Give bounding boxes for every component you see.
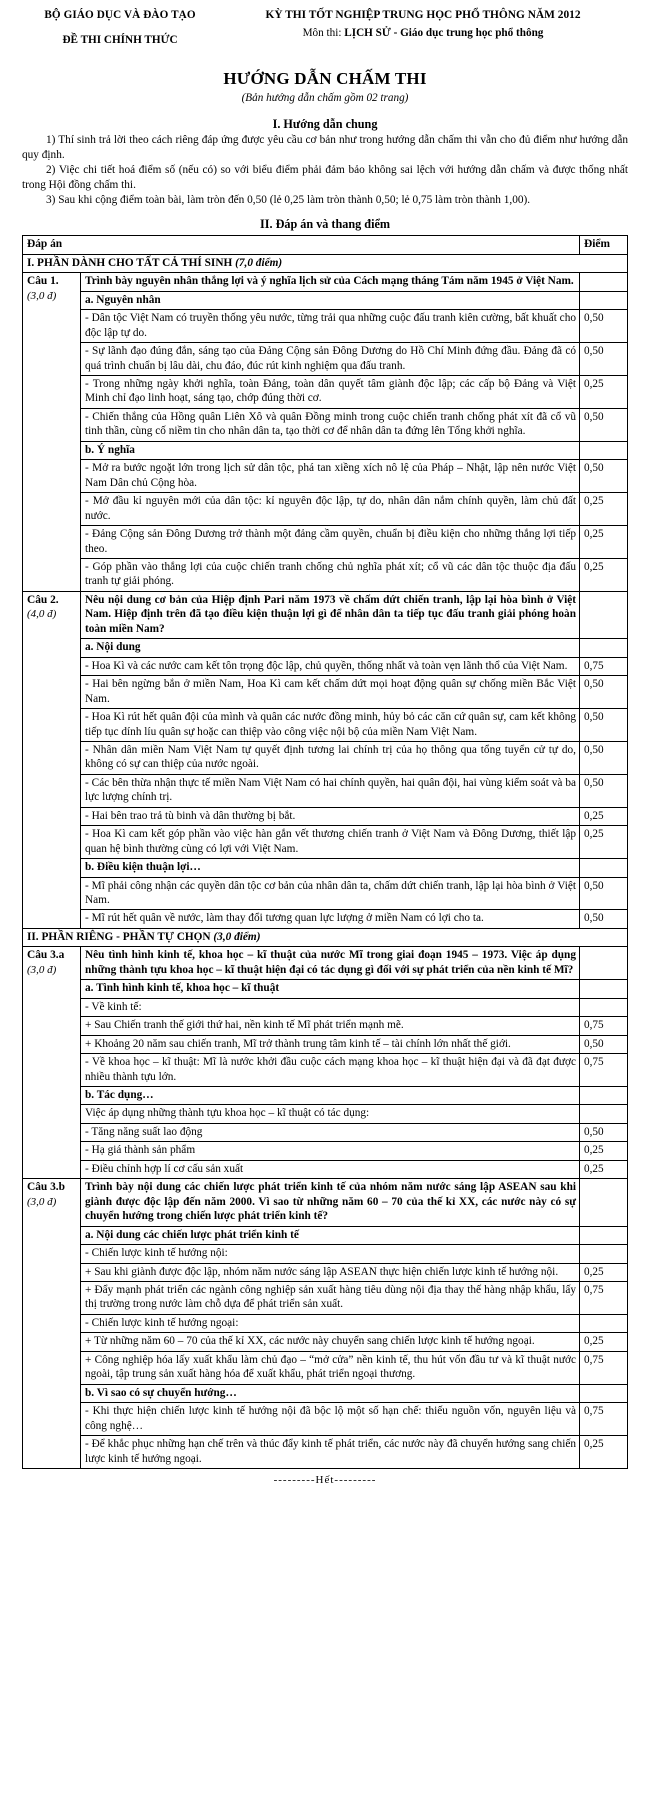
q2-a-item-7: [23, 826, 628, 859]
q3a-b-item-1-score: [580, 1105, 628, 1123]
part-2-points: (3,0 điểm): [213, 930, 261, 943]
end-marker: ---------Hết---------: [273, 1473, 377, 1486]
q3b-a-item-1-score: [580, 1245, 628, 1263]
col-header-answer: Đáp án: [23, 236, 580, 255]
part-1-label: I. PHẦN DÀNH CHO TẤT CẢ THÍ SINH (7,0 điểm): [23, 254, 628, 272]
q1-a-item-2-score: 0,50: [580, 343, 628, 376]
q2-a-item-6: [23, 807, 628, 825]
q3a-b-item-4-score: 0,25: [580, 1160, 628, 1178]
q2-a-item-1: [23, 657, 628, 675]
q2-sub-a: a. Nội dung: [81, 639, 580, 657]
q1-a-item-1: [23, 310, 628, 343]
q3a-sub-b: b. Tác dụng…: [81, 1087, 580, 1105]
q3a-b-item-4-text: - Điều chỉnh hợp lí cơ cấu sản xuất: [81, 1160, 580, 1178]
q3b-a-item-4-text: - Chiến lược kinh tế hướng ngoại:: [81, 1314, 580, 1332]
q1-sub-b: b. Ý nghĩa: [81, 441, 580, 459]
subject-prefix: Môn thi:: [302, 26, 345, 39]
part-2-label: II. PHẦN RIÊNG - PHẦN TỰ CHỌN (3,0 điểm): [23, 928, 628, 946]
q1-b-item-2-text: - Mở đầu kỉ nguyên mới của dân tộc: kỉ nguyên độc lập, tự do, nhân dân nắm chính quyền, làm chủ đất nước.: [81, 493, 580, 526]
q3a-sub-a: a. Tình hình kinh tế, khoa học – kĩ thuật: [81, 980, 580, 998]
q1-b-item-3-score: 0,25: [580, 526, 628, 559]
q1-a-item-2-text: - Sự lãnh đạo đúng đắn, sáng tạo của Đảng Cộng sản Đông Dương do Hồ Chí Minh đứng đầu. Đảng đã có quá trình chuẩn bị lâu dài, chu đáo, đúc rút kinh nghiệm qua đấu tranh.: [81, 343, 580, 376]
q1-a-item-3-score: 0,25: [580, 375, 628, 408]
q2-a-item-3-text: - Hoa Kì rút hết quân đội của mình và quân các nước đồng minh, hủy bỏ các căn cứ quân sự, cam kết không tiếp tục dính líu quân sự hoặc can thiệp vào công việc nội bộ của miền Nam Việt Nam.: [81, 709, 580, 742]
page-title: HƯỚNG DẪN CHẤM THI: [223, 68, 427, 88]
q3a-a-item-2-score: 0,75: [580, 1017, 628, 1035]
q3b-a-item-5: [23, 1333, 628, 1351]
q1-b-item-1: [23, 460, 628, 493]
q1-b-item-1-score: 0,50: [580, 460, 628, 493]
q3b-b-item-1: [23, 1403, 628, 1436]
q1-b-item-4-text: - Góp phần vào thắng lợi của cuộc chiến tranh chống chủ nghĩa phát xít; cổ vũ các dân tộc thuộc địa đấu tranh tự giải phóng.: [81, 558, 580, 591]
q2-b-item-1-score: 0,50: [580, 877, 628, 910]
q3a-a-item-4: [23, 1054, 628, 1087]
q3b-a-item-5-score: 0,25: [580, 1333, 628, 1351]
q2-a-item-4-score: 0,50: [580, 741, 628, 774]
q3a-a-item-3-text: + Khoảng 20 năm sau chiến tranh, Mĩ trở thành trung tâm kinh tế – tài chính lớn nhất thế giới.: [81, 1035, 580, 1053]
q3a-sub-a-score: [580, 980, 628, 998]
q1-a-item-2: [23, 343, 628, 376]
subject-line: [218, 26, 628, 40]
q3b-label-cell: Câu 3.b (3,0 đ): [23, 1179, 81, 1469]
q2-label-cell: Câu 2. (4,0 đ): [23, 591, 81, 928]
q3a-a-item-3-score: 0,50: [580, 1035, 628, 1053]
q1-b-item-4-score: 0,25: [580, 558, 628, 591]
q3b-sub-a: a. Nội dung các chiến lược phát triển kinh tế: [81, 1226, 580, 1244]
q3b-a-item-6-score: 0,75: [580, 1351, 628, 1384]
q3b-a-item-2-text: + Sau khi giành được độc lập, nhóm năm nước sáng lập ASEAN thực hiện chiến lược kinh tế hướng nội.: [81, 1263, 580, 1281]
q3a-prompt-score: [580, 947, 628, 980]
q3a-prompt: Nêu tình hình kinh tế, khoa học – kĩ thuật của nước Mĩ trong giai đoạn 1945 – 1973. Việc áp dụng những thành tựu khoa học – kĩ thuật hiện đại có tác dụng gì đối với sự phát triển của nền kinh tế Mĩ?: [81, 947, 580, 980]
q3b-a-item-4-score: [580, 1314, 628, 1332]
q3a-label-cell: Câu 3.a (3,0 đ): [23, 947, 81, 1179]
q1-a-item-3-text: - Trong những ngày khởi nghĩa, toàn Đảng, toàn dân quyết tâm giành độc lập; các cấp bộ Đảng và Việt Minh chỉ đạo linh hoạt, sáng tạo, chớp đúng thời cơ.: [81, 375, 580, 408]
q3b-a-item-2: [23, 1263, 628, 1281]
q1-a-item-1-text: - Dân tộc Việt Nam có truyền thống yêu nước, từng trải qua những cuộc đấu tranh kiên cường, bất khuất cho độc lập tự do.: [81, 310, 580, 343]
q3b-sub-b-row: [23, 1384, 628, 1402]
q3a-sub-a-row: [23, 980, 628, 998]
general-guide-p1: 1) Thí sinh trả lời theo cách riêng đáp ứng được yêu cầu cơ bản như trong hướng dẫn chấm thi vẫn cho đủ điểm như hướng dẫn quy định.: [22, 134, 628, 161]
q3b-b-item-2-text: - Để khắc phục những hạn chế trên và thúc đẩy kinh tế phát triển, các nước này đã chuyển hướng sang chiến lược kinh tế hướng ngoại.: [81, 1436, 580, 1469]
q1-b-item-4: [23, 558, 628, 591]
q3b-a-item-6: [23, 1351, 628, 1384]
q1-prompt-score: [580, 273, 628, 291]
q3b-prompt: Trình bày nội dung các chiến lược phát triển kinh tế của nhóm năm nước sáng lập ASEAN sau khi giành được độc lập đến năm 2000. Vì sao từ những năm 60 – 70 của thế kỉ XX, các nước này có sự chuyển hướng trong chiến lược phát triển kinh tế?: [81, 1179, 580, 1226]
q1-a-item-4: [23, 408, 628, 441]
q2-a-item-5-text: - Các bên thừa nhận thực tế miền Nam Việt Nam có hai chính quyền, hai quân đội, hai vùng kiểm soát và ba lực lượng chính trị.: [81, 774, 580, 807]
q2-b-item-2-text: - Mĩ rút hết quân về nước, làm thay đổi tương quan lực lượng ở miền Nam có lợi cho ta.: [81, 910, 580, 928]
q2-a-item-2-text: - Hai bên ngừng bắn ở miền Nam, Hoa Kì cam kết chấm dứt mọi hoạt động quân sự chống miền Bắc Việt Nam.: [81, 676, 580, 709]
q3a-b-item-1-text: Việc áp dụng những thành tựu khoa học – kĩ thuật có tác dụng:: [81, 1105, 580, 1123]
q2-a-item-6-text: - Hai bên trao trả tù binh và dân thường bị bắt.: [81, 807, 580, 825]
q2-prompt-score: [580, 591, 628, 638]
q2-a-item-6-score: 0,25: [580, 807, 628, 825]
q2-a-item-2-score: 0,50: [580, 676, 628, 709]
q2-a-item-4: [23, 741, 628, 774]
q3b-sub-b-score: [580, 1384, 628, 1402]
q3b-a-item-1: [23, 1245, 628, 1263]
section-1-title: I. Hướng dẫn chung: [272, 116, 378, 131]
q1-sub-a-row: [23, 291, 628, 309]
q3b-a-item-2-score: 0,25: [580, 1263, 628, 1281]
q2-b-item-2-score: 0,50: [580, 910, 628, 928]
q3a-a-item-1: [23, 998, 628, 1016]
q1-a-item-1-score: 0,50: [580, 310, 628, 343]
table-header-row: [23, 236, 628, 255]
q3b-sub-a-score: [580, 1226, 628, 1244]
general-guide-p2: 2) Việc chi tiết hoá điểm số (nếu có) so với biểu điểm phải đảm bảo không sai lệch với hướng dẫn chấm và được thống nhất trong Hội đồng chấm thi.: [22, 164, 628, 191]
q3a-b-item-4: [23, 1160, 628, 1178]
q3b-prompt-score: [580, 1179, 628, 1226]
q2-b-item-2: [23, 910, 628, 928]
q1-prompt: Trình bày nguyên nhân thắng lợi và ý nghĩa lịch sử của Cách mạng tháng Tám năm 1945 ở Việt Nam.: [81, 273, 580, 291]
q1-sub-a-score: [580, 291, 628, 309]
q1-a-item-3: [23, 375, 628, 408]
q3a-a-item-4-text: - Về khoa học – kĩ thuật: Mĩ là nước khởi đầu cuộc cách mạng khoa học – kĩ thuật hiện đại và đã đạt được nhiều thành tựu lớn.: [81, 1054, 580, 1087]
exam-title: KỲ THI TỐT NGHIỆP TRUNG HỌC PHỔ THÔNG NĂM 2012: [265, 9, 581, 21]
q2-a-item-1-text: - Hoa Kì và các nước cam kết tôn trọng độc lập, chủ quyền, thống nhất và toàn vẹn lãnh thổ của Việt Nam.: [81, 657, 580, 675]
q3b-sub-b: b. Vì sao có sự chuyển hướng…: [81, 1384, 580, 1402]
q3a-b-item-3: [23, 1142, 628, 1160]
q3a-b-item-2-score: 0,50: [580, 1123, 628, 1141]
q3a-b-item-3-score: 0,25: [580, 1142, 628, 1160]
q2-a-item-7-text: - Hoa Kì cam kết góp phần vào việc hàn gắn vết thương chiến tranh ở Việt Nam và Đông Dương, thiết lập quan hệ bình thường cùng có lợi với Việt Nam.: [81, 826, 580, 859]
q3a-a-item-3: [23, 1035, 628, 1053]
document-header: [22, 8, 628, 48]
q3b-a-item-3: [23, 1282, 628, 1315]
q3b-b-item-1-text: - Khi thực hiện chiến lược kinh tế hướng nội đã bộc lộ một số hạn chế: thiếu nguồn vốn, nguyên liệu và công nghệ…: [81, 1403, 580, 1436]
q2-a-item-5: [23, 774, 628, 807]
q2-b-item-1-text: - Mĩ phải công nhận các quyền dân tộc cơ bản của nhân dân ta, chấm dứt chiến tranh, lập lại hòa bình ở Việt Nam.: [81, 877, 580, 910]
q3b-a-item-5-text: + Từ những năm 60 – 70 của thế kỉ XX, các nước này chuyển sang chiến lược kinh tế hướng ngoại.: [81, 1333, 580, 1351]
q2-a-item-3: [23, 709, 628, 742]
q2-a-item-5-score: 0,50: [580, 774, 628, 807]
q3b-a-item-6-text: + Công nghiệp hóa lấy xuất khẩu làm chủ đạo – “mở cửa” nền kinh tế, thu hút vốn đầu tư và kĩ thuật nước ngoài, tập trung sản xuất hàng hóa để xuất khẩu, phát triển ngoại thương.: [81, 1351, 580, 1384]
q3b-prompt-row: [23, 1179, 628, 1226]
q2-a-item-2: [23, 676, 628, 709]
q1-b-item-2: [23, 493, 628, 526]
q3a-prompt-row: [23, 947, 628, 980]
q2-sub-a-row: [23, 639, 628, 657]
q1-a-item-4-score: 0,50: [580, 408, 628, 441]
section-2-title: II. Đáp án và thang điểm: [259, 216, 391, 231]
q3b-b-item-1-score: 0,75: [580, 1403, 628, 1436]
q2-sub-b: b. Điều kiện thuận lợi…: [81, 859, 580, 877]
part-1-points: (7,0 điểm): [235, 256, 283, 269]
q1-sub-a: a. Nguyên nhân: [81, 291, 580, 309]
header-left: [22, 8, 218, 48]
q3a-sub-b-row: [23, 1087, 628, 1105]
q2-a-item-4-text: - Nhân dân miền Nam Việt Nam tự quyết định tương lai chính trị của họ thông qua tổng tuyển cử tự do, không có sự can thiệp của nước ngoài.: [81, 741, 580, 774]
q1-a-item-4-text: - Chiến thắng của Hồng quân Liên Xô và quân Đồng minh trong cuộc chiến tranh chống phát xít đã cổ vũ tinh thần, cùng cố niềm tin cho nhân dân ta, tạo thời cơ để nhân dân ta đứng lên Tổng khởi nghĩa.: [81, 408, 580, 441]
q1-b-item-1-text: - Mở ra bước ngoặt lớn trong lịch sử dân tộc, phá tan xiềng xích nô lệ của Pháp – Nhật, lập nên nước Việt Nam Dân chủ Cộng hòa.: [81, 460, 580, 493]
q3b-a-item-3-score: 0,75: [580, 1282, 628, 1315]
q2-prompt-row: [23, 591, 628, 638]
official-exam-label: ĐỀ THI CHÍNH THỨC: [62, 34, 178, 47]
q1-b-item-3-text: - Đảng Cộng sản Đông Dương trở thành một đảng cầm quyền, chuẩn bị điều kiện cho những thắng lợi tiếp theo.: [81, 526, 580, 559]
ministry-name: BỘ GIÁO DỤC VÀ ĐÀO TẠO: [44, 9, 196, 21]
q1-label-cell: Câu 1. (3,0 đ): [23, 273, 81, 592]
q1-prompt-row: [23, 273, 628, 291]
part-1-header-row: [23, 254, 628, 272]
q3a-a-item-4-score: 0,75: [580, 1054, 628, 1087]
answer-key-table: [22, 235, 628, 1469]
q3a-b-item-2: [23, 1123, 628, 1141]
header-right: [218, 8, 628, 40]
q3a-a-item-2-text: + Sau Chiến tranh thế giới thứ hai, nền kinh tế Mĩ phát triển mạnh mẽ.: [81, 1017, 580, 1035]
q2-a-item-3-score: 0,50: [580, 709, 628, 742]
subject-name: LỊCH SỬ - Giáo dục trung học phổ thông: [344, 26, 544, 39]
q3a-b-item-2-text: - Tăng năng suất lao động: [81, 1123, 580, 1141]
q2-sub-b-score: [580, 859, 628, 877]
q2-a-item-1-score: 0,75: [580, 657, 628, 675]
q2-sub-b-row: [23, 859, 628, 877]
q1-sub-b-row: [23, 441, 628, 459]
q2-sub-a-score: [580, 639, 628, 657]
q3a-b-item-1: [23, 1105, 628, 1123]
q1-sub-b-score: [580, 441, 628, 459]
q3b-b-item-2-score: 0,25: [580, 1436, 628, 1469]
q1-b-item-2-score: 0,25: [580, 493, 628, 526]
q3a-b-item-3-text: - Hạ giá thành sản phẩm: [81, 1142, 580, 1160]
page-subtitle: (Bản hướng dẫn chấm gồm 02 trang): [241, 92, 409, 105]
q3b-a-item-1-text: - Chiến lược kinh tế hướng nội:: [81, 1245, 580, 1263]
q2-prompt: Nêu nội dung cơ bản của Hiệp định Pari năm 1973 về chấm dứt chiến tranh, lập lại hòa bình ở Việt Nam. Hiệp định trên đã tạo điều kiện thuận lợi gì để nhân dân ta tiếp tục đấu tranh giải phóng hoàn toàn miền Nam?: [81, 591, 580, 638]
q3a-a-item-2: [23, 1017, 628, 1035]
q2-b-item-1: [23, 877, 628, 910]
q3b-a-item-4: [23, 1314, 628, 1332]
q3a-a-item-1-score: [580, 998, 628, 1016]
q1-b-item-3: [23, 526, 628, 559]
general-guide-p3: 3) Sau khi cộng điểm toàn bài, làm tròn đến 0,50 (lẻ 0,25 làm tròn thành 0,50; lẻ 0,75 làm tròn thành 1,00).: [46, 194, 531, 207]
q3b-a-item-3-text: + Đẩy mạnh phát triển các ngành công nghiệp sản xuất hàng tiêu dùng nội địa thay thế hàng nhập khẩu, lấy thị trường trong nước làm chỗ dựa để phát triển sản xuất.: [81, 1282, 580, 1315]
col-header-score: Điểm: [580, 236, 628, 255]
q2-a-item-7-score: 0,25: [580, 826, 628, 859]
part-2-header-row: [23, 928, 628, 946]
q3b-sub-a-row: [23, 1226, 628, 1244]
q3a-sub-b-score: [580, 1087, 628, 1105]
q3b-b-item-2: [23, 1436, 628, 1469]
q3a-a-item-1-text: - Về kinh tế:: [81, 998, 580, 1016]
